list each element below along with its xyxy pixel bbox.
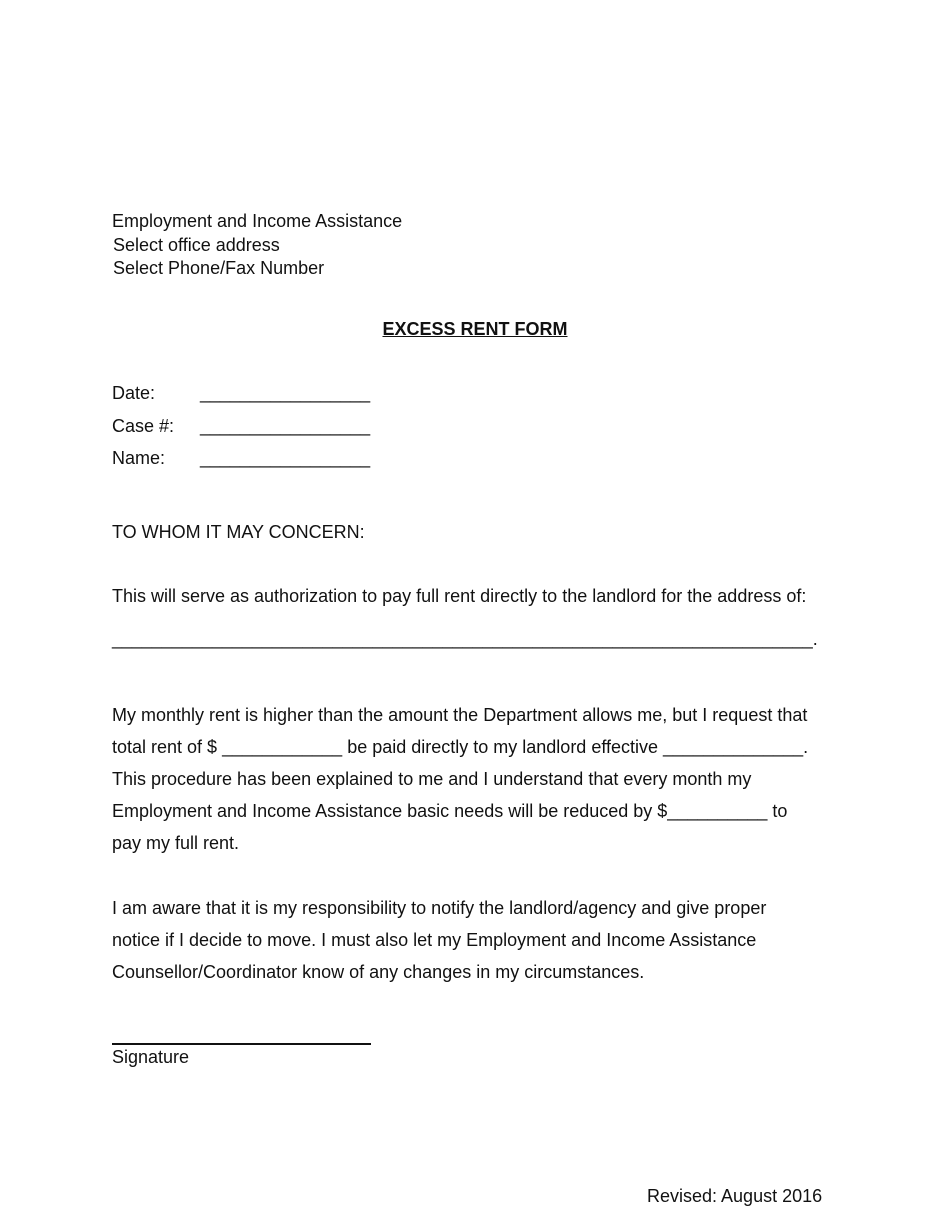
authorization-text: This will serve as authorization to pay full rent directly to the landlord for the address of: xyxy=(112,586,807,606)
address-field[interactable]: ______________________________________________________________________. xyxy=(112,629,818,649)
rent-paragraph-line: Employment and Income Assistance basic needs will be reduced by $__________ to xyxy=(112,801,788,821)
awareness-paragraph-line: notice if I decide to move. I must also let my Employment and Income Assistance xyxy=(112,930,757,950)
rent-paragraph-line: This procedure has been explained to me and I understand that every month my xyxy=(112,769,752,789)
date-label: Date: xyxy=(112,383,156,403)
rent-paragraph-line: total rent of $ ____________ be paid directly to my landlord effective ______________. xyxy=(112,737,809,757)
case-number-label: Case #: xyxy=(112,416,175,436)
awareness-paragraph-line: I am aware that it is my responsibility to notify the landlord/agency and give proper xyxy=(112,898,767,918)
rent-paragraph-line: My monthly rent is higher than the amount the Department allows me, but I request that xyxy=(112,705,808,725)
form-title: EXCESS RENT FORM xyxy=(382,319,568,339)
date-field[interactable]: _________________ xyxy=(200,383,371,403)
awareness-paragraph-line: Counsellor/Coordinator know of any changes in my circumstances. xyxy=(112,962,645,982)
office-address: Select office address xyxy=(113,235,280,255)
signature-line[interactable] xyxy=(112,1043,371,1045)
name-field[interactable]: _________________ xyxy=(200,448,371,468)
revision-date: Revised: August 2016 xyxy=(647,1186,823,1206)
rent-paragraph-line: pay my full rent. xyxy=(112,833,240,853)
name-label: Name: xyxy=(112,448,166,468)
signature-label: Signature xyxy=(112,1047,190,1067)
case-number-field[interactable]: _________________ xyxy=(200,416,371,436)
salutation: TO WHOM IT MAY CONCERN: xyxy=(112,522,365,542)
phone-fax-number: Select Phone/Fax Number xyxy=(113,258,325,278)
organization-name: Employment and Income Assistance xyxy=(112,211,403,231)
